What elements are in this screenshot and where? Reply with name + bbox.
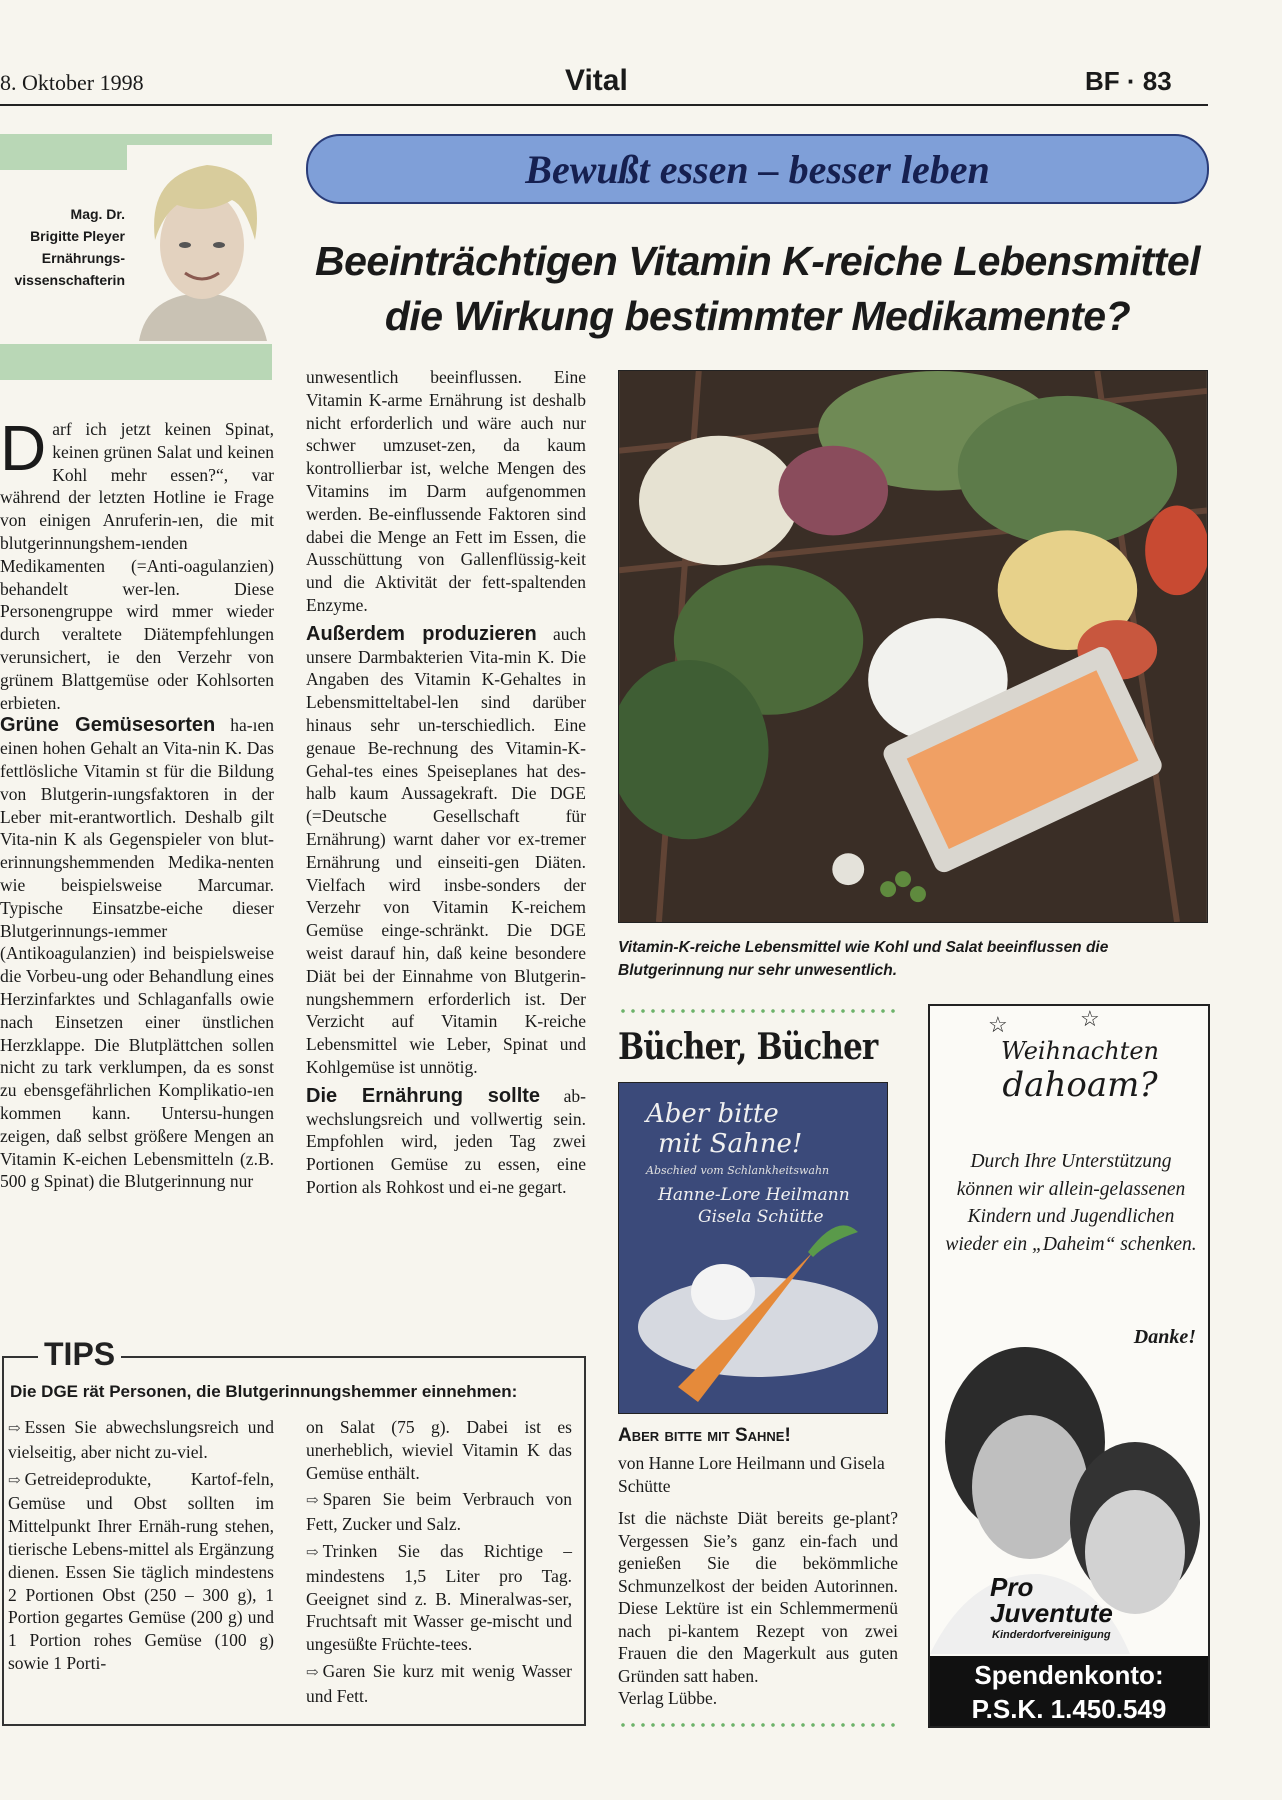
book-section-heading: Bücher, Bücher (618, 1026, 878, 1068)
star-icon: ☆ (988, 1012, 1008, 1037)
runin-heading: Die Ernährung sollte (306, 1084, 541, 1107)
page-number: BF · 83 (1085, 66, 1172, 96)
author-name: Brigitte Pleyer (30, 228, 125, 244)
col2-paragraph-3: ab-wechslungsreich und vollwertig sein. Empfohlen wird, jeden Tag zwei Portionen Gemüse zu essen, eine Portion als Rohkost und ei-ne gegart. (306, 1085, 586, 1197)
ad-logo-pro: Pro (990, 1572, 1034, 1602)
book-publisher: Verlag Lübbe. (618, 1688, 718, 1708)
donation-ad (928, 1004, 1210, 1728)
ad-logo-subtitle: Kinderdorfvereinigung (992, 1629, 1111, 1641)
ad-script-line-2: dahoam? (1002, 1065, 1158, 1105)
dotted-divider-bottom (618, 1722, 898, 1728)
col1-paragraph-1: arf ich jetzt keinen Spinat, keinen grünen Salat und keinen Kohl mehr essen?“, var während der letzten Hotline ie Frage von einigen Anruferin-ıen, die mit blutgerinnungshem-ıenden Medikamenten (=Anti-oagulanzien) behandelt wer-len. Diese Personengruppe wird mmer wieder durch veraltete Diätempfehlungen verunsichert, ie den Verzehr von grünem Blattgemüse oder Kohlsorten erbieten. (0, 419, 274, 713)
book-review (618, 1452, 898, 1710)
arrow-right-icon: ⇨ (306, 1493, 319, 1510)
star-icon: ☆ (1080, 1006, 1100, 1031)
banner-text: Bewußt essen – besser leben (525, 146, 990, 192)
article-column-2 (306, 366, 586, 1199)
arrow-right-icon: ⇨ (306, 1544, 319, 1561)
col2-paragraph-2: auch unsere Darmbakterien Vita-min K. Die Angaben des Vitamin K-Gehaltes in Lebensmitteltabel-len sind darüber hinaus sehr un-terschiedlich. Eine genaue Be-rechnung des Vitamin-K-Gehal-tes eines Speiseplanes hat des-halb kaum Aussagekraft. Die DGE (=Deutsche Gesellschaft für Ernährung) warnt daher vor ex-tremer Ernährung und einseiti-gen Diäten. Vielfach wird insbe-sonders der Verzehr von Vitamin K-reichem Gemüse einge-schränkt. Die DGE weist darauf hin, daß keine besondere Diät bei der Einnahme von Blutgerin-nungshemmern erforderlich ist. Der Verzicht auf Vitamin K-reiche Lebensmittel wie Leber, Spinat und Kohlgemüse ist unnötig. (306, 623, 586, 1077)
cover-subtitle: Abschied vom Schlankheitswahn (646, 1164, 830, 1177)
tip-item: ⇨ Essen Sie abwechslungsreich und vielseitig, aber nicht zu-viel. (8, 1417, 274, 1462)
cover-title-1: Aber bitte (646, 1099, 779, 1129)
tip-item: ⇨ Getreideprodukte, Kartof-feln, Gemüse und Obst sollten im Mittelpunkt Ihrer Ernäh-rung stehen, tierische Lebens-mittel als Ergänzung dienen. Essen Sie täglich mindestens 2 Portionen Obst (250 – 300 g), 1 Portion gegartes Gemüse (200 g) und 1 Portion rohes Gemüse (100 g) sowie 1 Porti- (8, 1468, 274, 1673)
ad-text: Durch Ihre Unterstützung können wir allein-gelassenen Kindern und Jugendlichen wieder ein „Daheim“ schenken. (945, 1151, 1197, 1255)
tips-subtitle: Die DGE rät Personen, die Blutgerinnungshemmer einnehmen: (10, 1382, 518, 1401)
account-label: Spendenkonto: (974, 1660, 1164, 1690)
cover-author-1: Hanne-Lore Heilmann (658, 1185, 850, 1205)
ad-script-line-1: Weihnachten (1000, 1037, 1159, 1065)
author-role-1: Ernährungs- (41, 250, 125, 266)
cover-title-2: mit Sahne! (658, 1129, 803, 1159)
ad-thanks: Danke! (1133, 1326, 1196, 1348)
tip-item: ⇨ Garen Sie kurz mit wenig Wasser und Fett. (306, 1660, 572, 1706)
runin-heading: Grüne Gemüsesorten (0, 714, 216, 737)
book-cover (618, 1082, 888, 1414)
author-band-bottom (0, 344, 272, 380)
col2-paragraph-1: unwesentlich beeinflussen. Eine Vitamin K-arme Ernährung ist deshalb nicht erforderlich und wäre auch nur schwer umzuset-zen, da kaum kontrollierbar ist, welche Mengen des Vitamins im Darm aufgenommen werden. Be-einflussende Faktoren sind dabei die Menge an Fett im Essen, die Ausschüttung von Gallenflüssig-keit und die Aktivität der fett-spaltenden Enzyme. (306, 367, 586, 615)
header-rule (0, 104, 1208, 106)
tip-continuation: on Salat (75 g). Dabei ist es unerheblich, wieviel Vitamin K das Gemüse enthält. (306, 1417, 572, 1483)
tip-item: ⇨ Sparen Sie beim Verbrauch von Fett, Zucker und Salz. (306, 1489, 572, 1535)
ad-logo-juventute: Juventute (990, 1598, 1113, 1628)
arrow-right-icon: ⇨ (8, 1472, 21, 1489)
headline-line-1: Beeinträchtigen Vitamin K-reiche Lebensmittel (314, 238, 1201, 284)
vegetables-photo (618, 370, 1208, 923)
cover-author-2: Gisela Schütte (698, 1207, 824, 1227)
author-title: Mag. Dr. (70, 206, 125, 222)
dotted-divider-top (618, 1008, 898, 1014)
article-column-1 (0, 412, 274, 1193)
issue-date: 8. Oktober 1998 (0, 70, 144, 95)
col1-paragraph-2: ha-ıen einen hohen Gehalt an Vita-nin K. Das fettlösliche Vitamin st für die Bildung von Blutgerin-ıungsfaktoren in der Leber mit-erantwortlich. Deshalb gilt Vita-nin K als Gegenspieler von blut-erinnungshemmenden Medika-nenten wie beispielsweise Marcumar. Typische Einsatzbe-eiche dieser Blutgerinnungs-ıemmer (Antikoagulanzien) ind beispielsweise die Vorbeu-ung oder Behandlung eines Herzinfarktes und Schlaganfalls owie nach Einsetzen einer ünstlichen Herzklappe. Die Blutplättchen sollen nicht zu tark verklumpen, da es sonst zu ebensgefährlichen Komplikatio-ıen kommen kann. Untersu-hungen zeigen, daß selbst größere Mengen an Vitamin K-eichen Lebensmitteln (z.B. 500 g Spinat) die Blutgerinnung nur (0, 715, 274, 1192)
tip-item: ⇨ Trinken Sie das Richtige – mindestens 1,5 Liter pro Tag. Geeignet sind z. B. Mineralwas-ser, Fruchtsaft mit Wasser ge-mischt und ungesüßte Früchte-tees. (306, 1540, 572, 1655)
book-authors: von Hanne Lore Heilmann und Gisela Schütte (618, 1453, 885, 1496)
drop-cap: D (0, 412, 47, 484)
tips-left-column (8, 1416, 274, 1679)
ad-headline (970, 1034, 1190, 1105)
arrow-right-icon: ⇨ (306, 1664, 319, 1681)
article-headline (300, 234, 1215, 344)
section-title: Vital (565, 64, 628, 97)
author-role-2: vissenschafterin (14, 272, 125, 288)
author-byline (0, 203, 125, 291)
runin-heading: Außerdem produzieren (306, 622, 537, 645)
book-description: Ist die nächste Diät bereits ge-plant? Vergessen Sie’s ganz ein-fach und genießen Sie die bekömmliche Schmunzelkost der beiden Autorinnen. Diese Lektüre ist ein Schlemmermenü nach pi-kantem Rezept von zwei Frauen die den Magerkult aus guten Gründen satt haben. (618, 1508, 898, 1686)
tips-right-column (306, 1416, 572, 1712)
account-number: P.S.K. 1.450.549 (971, 1694, 1167, 1724)
author-portrait (127, 145, 277, 341)
donation-account (930, 1656, 1208, 1726)
photo-caption: Vitamin-K-reiche Lebensmittel wie Kohl und Salat beeinflussen die Blutgerinnung nur sehr unwesentlich. (618, 939, 1109, 979)
arrow-right-icon: ⇨ (8, 1421, 21, 1437)
tips-title: TIPS (38, 1336, 121, 1373)
headline-line-2: die Wirkung bestimmter Medikamente? (384, 293, 1131, 339)
book-title: Aber bitte mit Sahne! (618, 1425, 791, 1446)
topic-banner (306, 134, 1209, 204)
